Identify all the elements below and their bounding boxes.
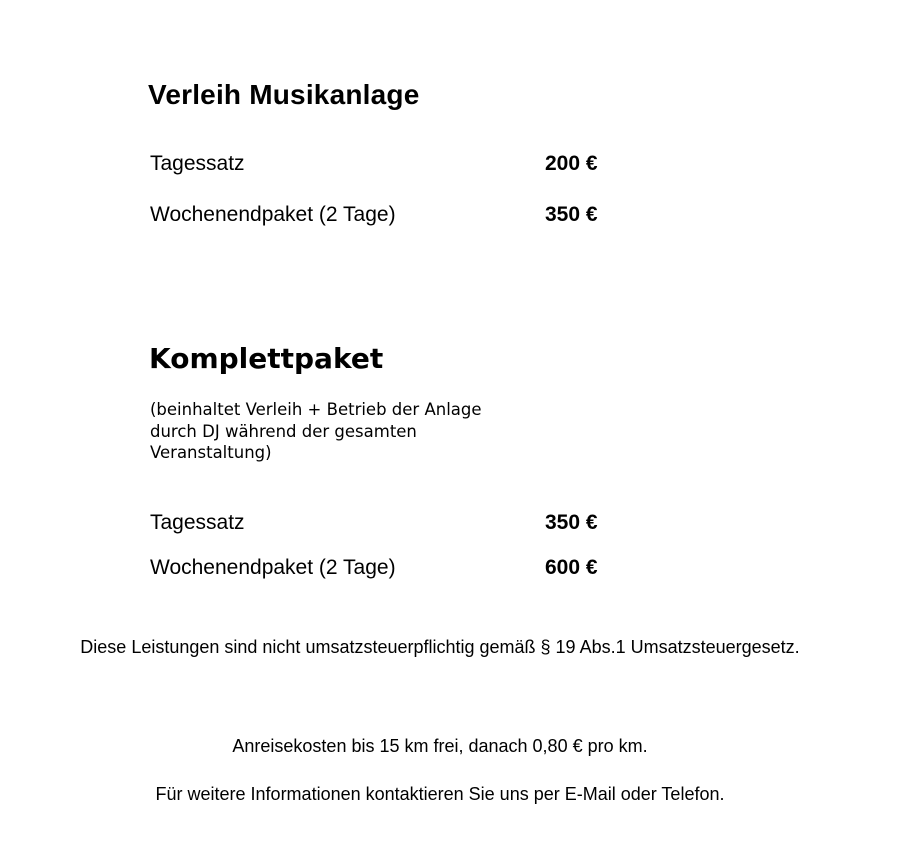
tax-exemption-note: Diese Leistungen sind nicht umsatzsteuerpflichtig gemäß § 19 Abs.1 Umsatzsteuergesetz. xyxy=(80,637,800,657)
contact-note: Für weitere Informationen kontaktieren Sie uns per E-Mail oder Telefon. xyxy=(155,784,725,804)
price-row xyxy=(150,153,710,174)
rental-section-title: Verleih Musikanlage xyxy=(148,79,420,110)
description-line: (beinhaltet Verleih + Betrieb der Anlage xyxy=(150,400,482,419)
description-line: Veranstaltung) xyxy=(150,443,272,463)
price-value: 350 € xyxy=(545,511,598,534)
komplettpaket-section-title: Komplettpaket xyxy=(149,342,384,375)
description-line: durch DJ während der gesamten xyxy=(150,421,417,441)
price-row xyxy=(150,557,710,578)
price-row xyxy=(150,512,710,533)
price-value: 600 € xyxy=(545,556,598,579)
price-value: 200 € xyxy=(545,152,598,175)
komplettpaket-description xyxy=(150,399,482,464)
price-label: Tagessatz xyxy=(150,152,245,175)
price-label: Wochenendpaket (2 Tage) xyxy=(150,556,396,579)
price-row xyxy=(150,204,710,225)
price-value: 350 € xyxy=(545,203,598,226)
price-label: Tagessatz xyxy=(150,511,245,534)
travel-cost-note: Anreisekosten bis 15 km frei, danach 0,80 € pro km. xyxy=(232,736,648,756)
price-label: Wochenendpaket (2 Tage) xyxy=(150,203,396,226)
